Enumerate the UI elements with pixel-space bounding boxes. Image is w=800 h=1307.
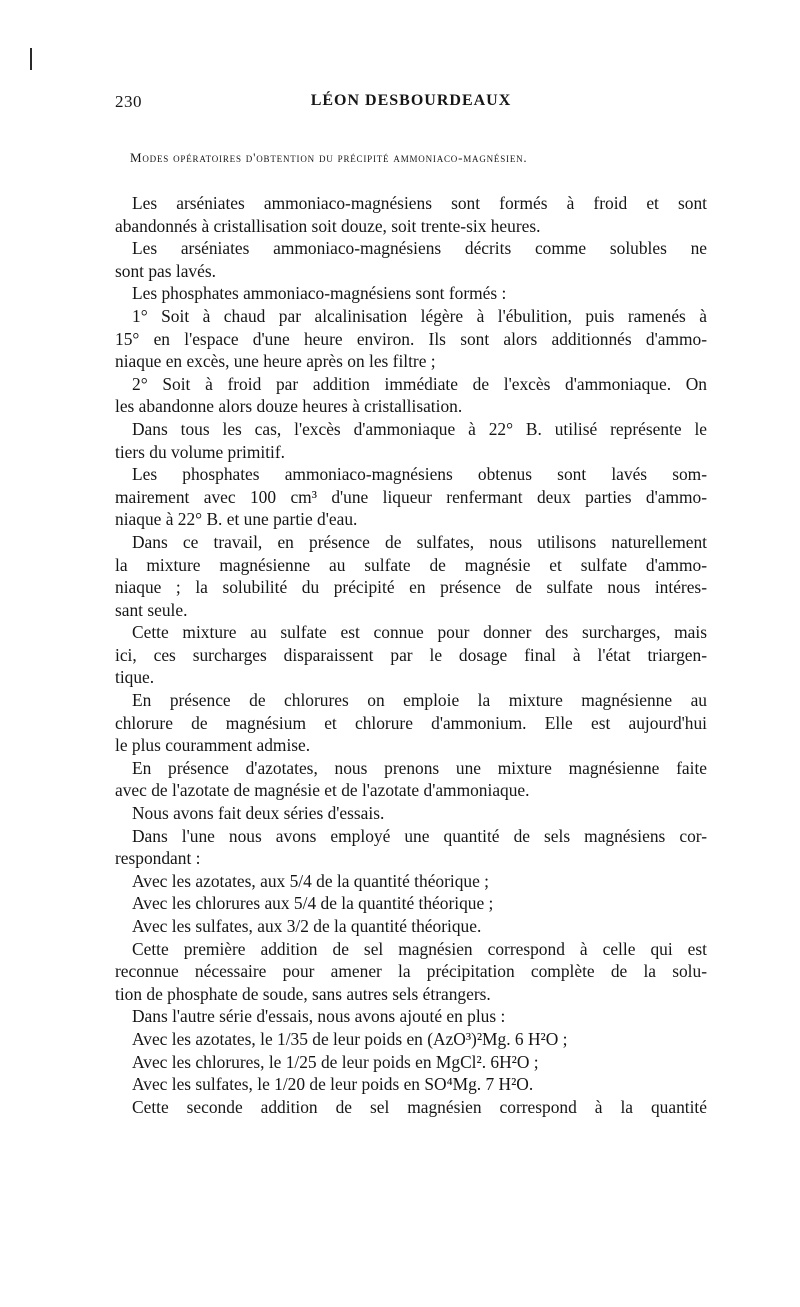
body-text xyxy=(115,192,707,1118)
text-line: tion de phosphate de soude, sans autres sels étrangers. xyxy=(115,983,491,1004)
text-line: Dans l'une nous avons employé une quantité de sels magnésiens cor- xyxy=(132,825,707,846)
text-line: Dans l'autre série d'essais, nous avons ajouté en plus : xyxy=(132,1006,506,1027)
text-line: ici, ces surcharges disparaissent par le dosage final à l'état triargen- xyxy=(115,644,707,665)
text-line: reconnue nécessaire pour amener la précipitation complète de la solu- xyxy=(115,961,707,982)
text-line: niaque en excès, une heure après on les filtre ; xyxy=(115,351,436,372)
text-line: sant seule. xyxy=(115,599,188,620)
text-line: Cette mixture au sulfate est connue pour donner des surcharges, mais xyxy=(132,622,707,643)
text-line: chlorure de magnésium et chlorure d'ammonium. Elle est aujourd'hui xyxy=(115,712,707,733)
text-line: avec de l'azotate de magnésie et de l'azotate d'ammoniaque. xyxy=(115,780,530,801)
text-line: Avec les sulfates, aux 3/2 de la quantité théorique. xyxy=(132,916,482,936)
text-line: niaque ; la solubilité du précipité en présence de sulfate nous intéres- xyxy=(115,577,707,598)
text-line: les abandonne alors douze heures à cristallisation. xyxy=(115,396,463,417)
text-line: Avec les sulfates, le 1/20 de leur poids en SO⁴Mg. 7 H²O. xyxy=(132,1074,534,1095)
text-line: 1° Soit à chaud par alcalinisation légère à l'ébulition, puis ramenés à xyxy=(132,305,707,326)
text-line: la mixture magnésienne au sulfate de magnésie et sulfate d'ammo- xyxy=(115,554,707,575)
text-line: le plus couramment admise. xyxy=(115,735,311,756)
text-line: Avec les chlorures, le 1/25 de leur poids en MgCl². 6H²O ; xyxy=(132,1051,539,1072)
text-line: Cette première addition de sel magnésien correspond à celle qui est xyxy=(132,938,707,959)
text-line: niaque à 22° B. et une partie d'eau. xyxy=(115,509,358,530)
text-line: mairement avec 100 cm³ d'une liqueur renfermant deux parties d'ammo- xyxy=(115,486,707,507)
text-line: Dans tous les cas, l'excès d'ammoniaque à 22° B. utilisé représente le xyxy=(132,418,707,439)
text-line: 2° Soit à froid par addition immédiate de l'excès d'ammoniaque. On xyxy=(132,373,707,394)
text-line: 15° en l'espace d'une heure environ. Ils sont alors additionnés d'ammo- xyxy=(115,328,707,349)
text-line: Avec les chlorures aux 5/4 de la quantité théorique ; xyxy=(132,893,494,914)
text-line: Dans ce travail, en présence de sulfates, nous utilisons naturellement xyxy=(132,531,707,552)
page-number: 230 xyxy=(115,92,142,111)
margin-rule-mark xyxy=(30,48,32,70)
text-line: Les phosphates ammoniaco-magnésiens sont formés : xyxy=(132,283,507,304)
text-line: En présence d'azotates, nous prenons une mixture magnésienne faite xyxy=(132,757,707,778)
text-line: Nous avons fait deux séries d'essais. xyxy=(132,803,385,824)
text-line: En présence de chlorures on emploie la mixture magnésienne au xyxy=(132,690,707,711)
text-line: Cette seconde addition de sel magnésien correspond à la quantité xyxy=(132,1096,707,1117)
section-heading: Modes opératoires d'obtention du précipité ammoniaco-magnésien. xyxy=(130,150,528,165)
text-line: abandonnés à cristallisation soit douze, soit trente-six heures. xyxy=(115,215,541,236)
text-line: sont pas lavés. xyxy=(115,260,216,281)
text-line: tiers du volume primitif. xyxy=(115,441,286,462)
text-line: Avec les azotates, aux 5/4 de la quantité théorique ; xyxy=(132,870,490,891)
text-line: Avec les azotates, le 1/35 de leur poids en (AzO³)²Mg. 6 H²O ; xyxy=(132,1028,568,1049)
text-line: respondant : xyxy=(115,848,201,869)
page-header xyxy=(115,92,707,116)
running-head: LÉON DESBOURDEAUX xyxy=(310,92,512,109)
text-line: Les arséniates ammoniaco-magnésiens décrits comme solubles ne xyxy=(132,238,707,259)
text-line: tique. xyxy=(115,667,155,688)
text-line: Les phosphates ammoniaco-magnésiens obtenus sont lavés som- xyxy=(132,464,707,485)
text-line: Les arséniates ammoniaco-magnésiens sont formés à froid et sont xyxy=(132,193,707,213)
